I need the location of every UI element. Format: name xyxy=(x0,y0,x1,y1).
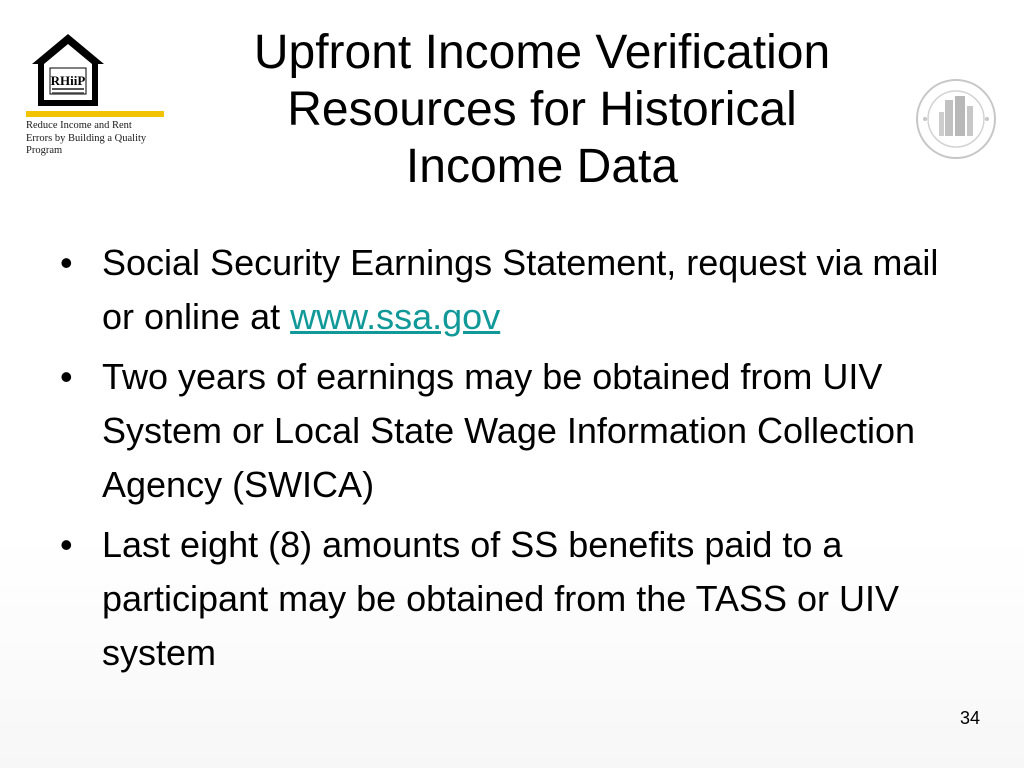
bullet-text: Last eight (8) amounts of SS benefits paid to a participant may be obtained from the TASS or UIV system xyxy=(102,524,900,673)
logo-caption-line: Program xyxy=(26,145,63,156)
title-line-3: Income Data xyxy=(405,140,679,193)
bullet-text: Social Security Earnings Statement, request via mail or online at xyxy=(102,242,939,337)
title-line-1: Upfront Income Verification xyxy=(253,26,831,79)
rhiip-logo xyxy=(24,30,174,170)
page-number: 34 xyxy=(959,708,980,728)
logo-name: RHiiP xyxy=(50,73,86,88)
bullet-dot: • xyxy=(60,356,73,397)
logo-caption-line: Errors by Building a Quality xyxy=(26,132,147,144)
hud-seal-icon xyxy=(915,78,997,160)
logo-caption-line: Reduce Income and Rent xyxy=(26,120,132,131)
bullet-item xyxy=(58,518,958,680)
bullet-text: Two years of earnings may be obtained from UIV System or Local State Wage Information Collection Agency (SWICA) xyxy=(102,356,916,505)
bullet-item xyxy=(58,350,958,512)
bullet-dot: • xyxy=(60,242,73,283)
slide-title xyxy=(180,24,904,195)
bullet-dot: • xyxy=(60,524,73,565)
house-logo-icon xyxy=(28,30,108,110)
logo-yellow-bar xyxy=(26,111,164,117)
bullet-item xyxy=(58,236,958,344)
title-line-2: Resources for Historical xyxy=(287,83,797,136)
ssa-link[interactable]: www.ssa.gov xyxy=(290,296,501,337)
bullet-list xyxy=(58,236,958,686)
logo-caption xyxy=(26,120,176,158)
